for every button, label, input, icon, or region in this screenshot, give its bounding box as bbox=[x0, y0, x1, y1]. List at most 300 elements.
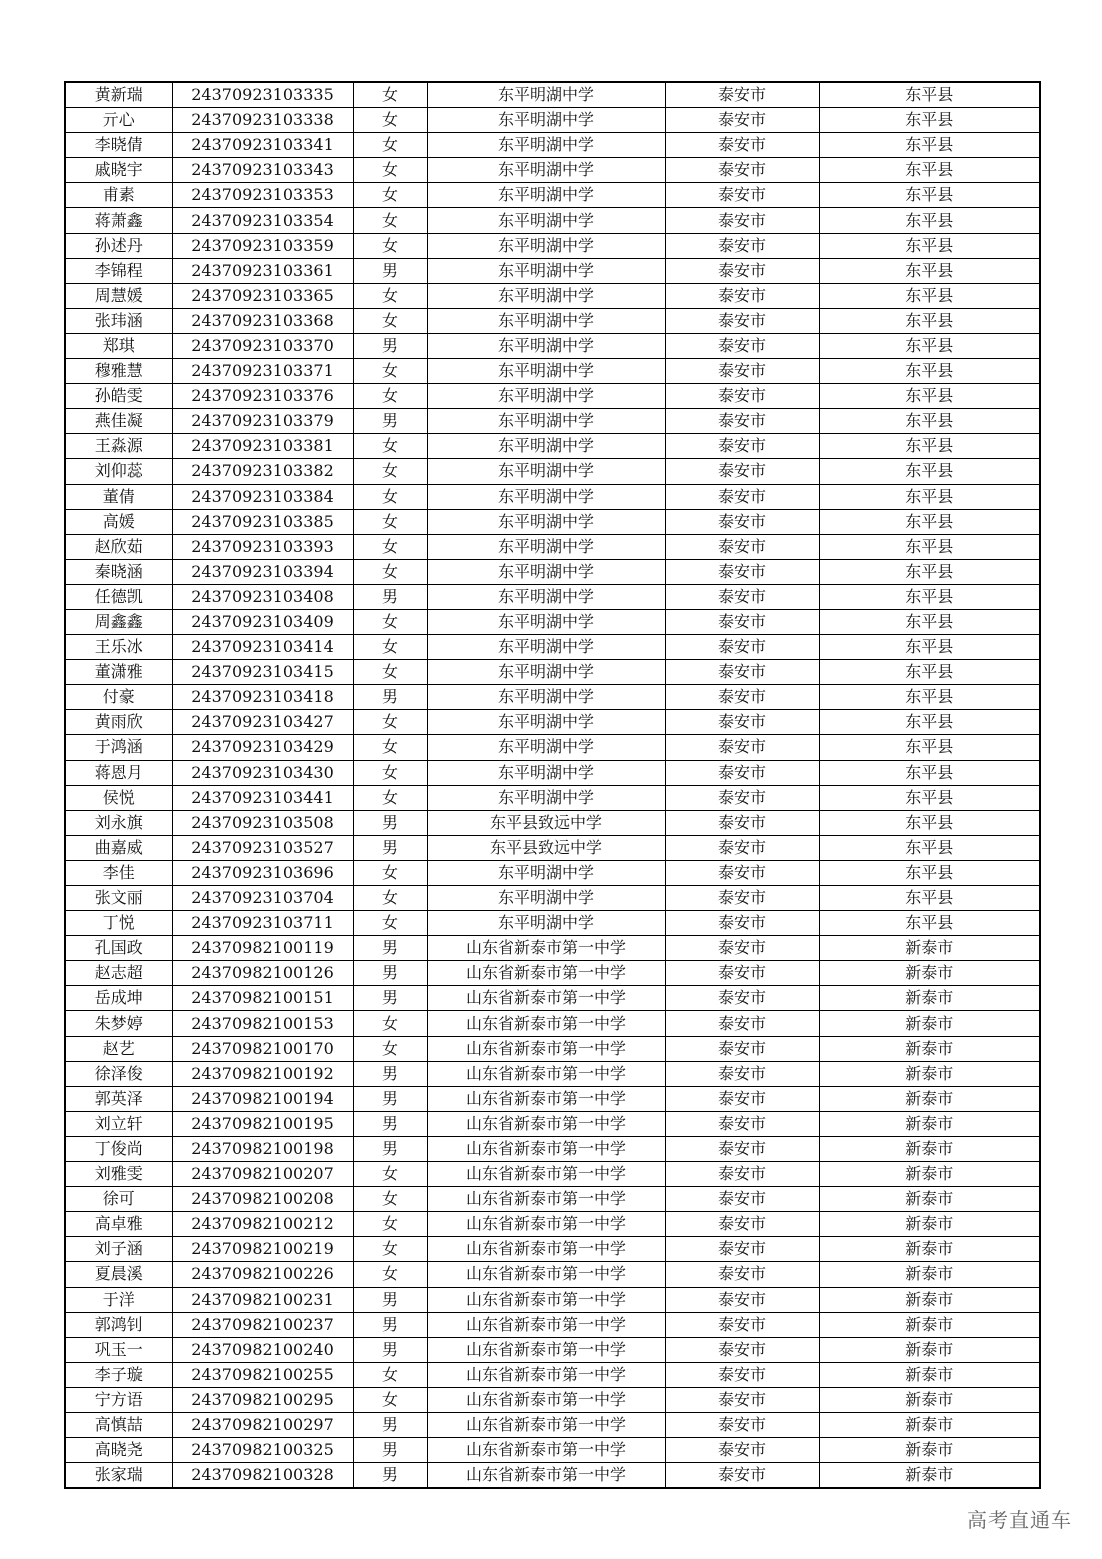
table-row bbox=[65, 785, 1040, 810]
county-cell: 东平县 bbox=[819, 785, 1040, 810]
table-row bbox=[65, 835, 1040, 860]
gender-cell: 女 bbox=[353, 609, 427, 634]
watermark-text: 高考直通车 bbox=[967, 1508, 1072, 1532]
name-cell: 刘雅雯 bbox=[65, 1162, 172, 1187]
gender-cell: 女 bbox=[353, 860, 427, 885]
exam-id-cell: 24370982100192 bbox=[172, 1061, 353, 1086]
table-row bbox=[65, 1061, 1040, 1086]
city-cell: 泰安市 bbox=[665, 82, 819, 108]
county-cell: 新泰市 bbox=[819, 936, 1040, 961]
county-cell: 东平县 bbox=[819, 534, 1040, 559]
exam-id-cell: 24370982100237 bbox=[172, 1312, 353, 1337]
exam-id-cell: 24370923103696 bbox=[172, 860, 353, 885]
name-cell: 岳成坤 bbox=[65, 986, 172, 1011]
gender-cell: 女 bbox=[353, 635, 427, 660]
exam-id-cell: 24370982100194 bbox=[172, 1086, 353, 1111]
city-cell: 泰安市 bbox=[665, 584, 819, 609]
name-cell: 徐可 bbox=[65, 1187, 172, 1212]
name-cell: 张文丽 bbox=[65, 886, 172, 911]
city-cell: 泰安市 bbox=[665, 484, 819, 509]
school-cell: 东平明湖中学 bbox=[427, 183, 665, 208]
exam-id-cell: 24370982100207 bbox=[172, 1162, 353, 1187]
table-row bbox=[65, 1312, 1040, 1337]
exam-id-cell: 24370982100170 bbox=[172, 1036, 353, 1061]
county-cell: 东平县 bbox=[819, 359, 1040, 384]
exam-id-cell: 24370923103335 bbox=[172, 82, 353, 108]
school-cell: 东平明湖中学 bbox=[427, 384, 665, 409]
county-cell: 东平县 bbox=[819, 82, 1040, 108]
table-row bbox=[65, 509, 1040, 534]
table-row bbox=[65, 409, 1040, 434]
county-cell: 东平县 bbox=[819, 484, 1040, 509]
gender-cell: 男 bbox=[353, 1438, 427, 1463]
county-cell: 东平县 bbox=[819, 559, 1040, 584]
name-cell: 王乐冰 bbox=[65, 635, 172, 660]
city-cell: 泰安市 bbox=[665, 1036, 819, 1061]
exam-id-cell: 24370982100240 bbox=[172, 1337, 353, 1362]
exam-id-cell: 24370923103394 bbox=[172, 559, 353, 584]
gender-cell: 女 bbox=[353, 1237, 427, 1262]
county-cell: 东平县 bbox=[819, 860, 1040, 885]
exam-id-cell: 24370923103429 bbox=[172, 735, 353, 760]
exam-id-cell: 24370982100151 bbox=[172, 986, 353, 1011]
county-cell: 东平县 bbox=[819, 308, 1040, 333]
school-cell: 东平明湖中学 bbox=[427, 559, 665, 584]
city-cell: 泰安市 bbox=[665, 133, 819, 158]
school-cell: 山东省新泰市第一中学 bbox=[427, 1136, 665, 1161]
exam-id-cell: 24370982100231 bbox=[172, 1287, 353, 1312]
gender-cell: 男 bbox=[353, 1111, 427, 1136]
exam-id-cell: 24370923103427 bbox=[172, 710, 353, 735]
county-cell: 新泰市 bbox=[819, 1086, 1040, 1111]
city-cell: 泰安市 bbox=[665, 961, 819, 986]
exam-id-cell: 24370923103343 bbox=[172, 158, 353, 183]
name-cell: 李佳 bbox=[65, 860, 172, 885]
table-row bbox=[65, 183, 1040, 208]
exam-id-cell: 24370982100219 bbox=[172, 1237, 353, 1262]
city-cell: 泰安市 bbox=[665, 1162, 819, 1187]
exam-id-cell: 24370923103341 bbox=[172, 133, 353, 158]
name-cell: 甫素 bbox=[65, 183, 172, 208]
name-cell: 蒋萧鑫 bbox=[65, 208, 172, 233]
school-cell: 东平明湖中学 bbox=[427, 509, 665, 534]
table-row bbox=[65, 1362, 1040, 1387]
city-cell: 泰安市 bbox=[665, 1011, 819, 1036]
gender-cell: 男 bbox=[353, 409, 427, 434]
exam-id-cell: 24370982100325 bbox=[172, 1438, 353, 1463]
table-row bbox=[65, 1387, 1040, 1412]
name-cell: 黄雨欣 bbox=[65, 710, 172, 735]
school-cell: 山东省新泰市第一中学 bbox=[427, 1212, 665, 1237]
county-cell: 东平县 bbox=[819, 333, 1040, 358]
table-row bbox=[65, 609, 1040, 634]
table-row bbox=[65, 158, 1040, 183]
table-row bbox=[65, 1287, 1040, 1312]
name-cell: 付豪 bbox=[65, 685, 172, 710]
school-cell: 东平明湖中学 bbox=[427, 685, 665, 710]
city-cell: 泰安市 bbox=[665, 735, 819, 760]
city-cell: 泰安市 bbox=[665, 785, 819, 810]
name-cell: 孔国政 bbox=[65, 936, 172, 961]
exam-id-cell: 24370923103365 bbox=[172, 283, 353, 308]
exam-id-cell: 24370982100198 bbox=[172, 1136, 353, 1161]
gender-cell: 男 bbox=[353, 810, 427, 835]
name-cell: 董倩 bbox=[65, 484, 172, 509]
county-cell: 新泰市 bbox=[819, 1111, 1040, 1136]
county-cell: 新泰市 bbox=[819, 1036, 1040, 1061]
name-cell: 于洋 bbox=[65, 1287, 172, 1312]
table-row bbox=[65, 459, 1040, 484]
school-cell: 东平明湖中学 bbox=[427, 710, 665, 735]
city-cell: 泰安市 bbox=[665, 308, 819, 333]
gender-cell: 女 bbox=[353, 1387, 427, 1412]
table-row bbox=[65, 82, 1040, 108]
table-row bbox=[65, 484, 1040, 509]
table-row bbox=[65, 860, 1040, 885]
name-cell: 侯悦 bbox=[65, 785, 172, 810]
exam-id-cell: 24370923103393 bbox=[172, 534, 353, 559]
exam-id-cell: 24370982100119 bbox=[172, 936, 353, 961]
table-row bbox=[65, 760, 1040, 785]
school-cell: 山东省新泰市第一中学 bbox=[427, 1387, 665, 1412]
gender-cell: 男 bbox=[353, 1136, 427, 1161]
school-cell: 东平明湖中学 bbox=[427, 886, 665, 911]
table-row bbox=[65, 911, 1040, 936]
table-row bbox=[65, 1463, 1040, 1489]
school-cell: 山东省新泰市第一中学 bbox=[427, 1187, 665, 1212]
exam-id-cell: 24370923103418 bbox=[172, 685, 353, 710]
gender-cell: 男 bbox=[353, 584, 427, 609]
city-cell: 泰安市 bbox=[665, 1237, 819, 1262]
table-row bbox=[65, 936, 1040, 961]
city-cell: 泰安市 bbox=[665, 1312, 819, 1337]
name-cell: 刘立轩 bbox=[65, 1111, 172, 1136]
table-row bbox=[65, 308, 1040, 333]
exam-id-cell: 24370923103371 bbox=[172, 359, 353, 384]
school-cell: 东平明湖中学 bbox=[427, 133, 665, 158]
school-cell: 山东省新泰市第一中学 bbox=[427, 1262, 665, 1287]
name-cell: 于鸿涵 bbox=[65, 735, 172, 760]
city-cell: 泰安市 bbox=[665, 860, 819, 885]
table-row bbox=[65, 208, 1040, 233]
gender-cell: 女 bbox=[353, 434, 427, 459]
name-cell: 秦晓涵 bbox=[65, 559, 172, 584]
name-cell: 孙述丹 bbox=[65, 233, 172, 258]
name-cell: 赵艺 bbox=[65, 1036, 172, 1061]
city-cell: 泰安市 bbox=[665, 1387, 819, 1412]
county-cell: 新泰市 bbox=[819, 1337, 1040, 1362]
city-cell: 泰安市 bbox=[665, 986, 819, 1011]
city-cell: 泰安市 bbox=[665, 835, 819, 860]
table-row bbox=[65, 1337, 1040, 1362]
gender-cell: 女 bbox=[353, 785, 427, 810]
school-cell: 山东省新泰市第一中学 bbox=[427, 1412, 665, 1437]
city-cell: 泰安市 bbox=[665, 1362, 819, 1387]
city-cell: 泰安市 bbox=[665, 1187, 819, 1212]
exam-id-cell: 24370982100126 bbox=[172, 961, 353, 986]
exam-id-cell: 24370923103414 bbox=[172, 635, 353, 660]
city-cell: 泰安市 bbox=[665, 384, 819, 409]
gender-cell: 女 bbox=[353, 384, 427, 409]
table-row bbox=[65, 810, 1040, 835]
county-cell: 东平县 bbox=[819, 108, 1040, 133]
gender-cell: 女 bbox=[353, 108, 427, 133]
exam-id-cell: 24370923103384 bbox=[172, 484, 353, 509]
name-cell: 郭鸿钊 bbox=[65, 1312, 172, 1337]
county-cell: 东平县 bbox=[819, 911, 1040, 936]
gender-cell: 男 bbox=[353, 835, 427, 860]
name-cell: 燕佳凝 bbox=[65, 409, 172, 434]
exam-id-cell: 24370923103368 bbox=[172, 308, 353, 333]
exam-id-cell: 24370923103379 bbox=[172, 409, 353, 434]
gender-cell: 男 bbox=[353, 1312, 427, 1337]
county-cell: 东平县 bbox=[819, 258, 1040, 283]
table-row bbox=[65, 1111, 1040, 1136]
exam-id-cell: 24370982100208 bbox=[172, 1187, 353, 1212]
gender-cell: 男 bbox=[353, 1412, 427, 1437]
school-cell: 山东省新泰市第一中学 bbox=[427, 1438, 665, 1463]
city-cell: 泰安市 bbox=[665, 1337, 819, 1362]
city-cell: 泰安市 bbox=[665, 760, 819, 785]
table-row bbox=[65, 534, 1040, 559]
county-cell: 东平县 bbox=[819, 409, 1040, 434]
county-cell: 东平县 bbox=[819, 760, 1040, 785]
table-row bbox=[65, 710, 1040, 735]
name-cell: 赵志超 bbox=[65, 961, 172, 986]
exam-id-cell: 24370982100255 bbox=[172, 1362, 353, 1387]
gender-cell: 女 bbox=[353, 283, 427, 308]
city-cell: 泰安市 bbox=[665, 1136, 819, 1161]
name-cell: 巩玉一 bbox=[65, 1337, 172, 1362]
gender-cell: 女 bbox=[353, 1036, 427, 1061]
school-cell: 东平明湖中学 bbox=[427, 484, 665, 509]
gender-cell: 女 bbox=[353, 208, 427, 233]
city-cell: 泰安市 bbox=[665, 886, 819, 911]
gender-cell: 女 bbox=[353, 1011, 427, 1036]
table-row bbox=[65, 635, 1040, 660]
name-cell: 朱梦婷 bbox=[65, 1011, 172, 1036]
city-cell: 泰安市 bbox=[665, 1061, 819, 1086]
city-cell: 泰安市 bbox=[665, 434, 819, 459]
exam-id-cell: 24370923103338 bbox=[172, 108, 353, 133]
county-cell: 东平县 bbox=[819, 509, 1040, 534]
gender-cell: 女 bbox=[353, 82, 427, 108]
school-cell: 山东省新泰市第一中学 bbox=[427, 1162, 665, 1187]
table-row bbox=[65, 1412, 1040, 1437]
city-cell: 泰安市 bbox=[665, 233, 819, 258]
exam-id-cell: 24370982100297 bbox=[172, 1412, 353, 1437]
city-cell: 泰安市 bbox=[665, 158, 819, 183]
exam-id-cell: 24370923103370 bbox=[172, 333, 353, 358]
city-cell: 泰安市 bbox=[665, 1412, 819, 1437]
exam-id-cell: 24370923103711 bbox=[172, 911, 353, 936]
school-cell: 东平明湖中学 bbox=[427, 911, 665, 936]
gender-cell: 女 bbox=[353, 484, 427, 509]
name-cell: 李锦程 bbox=[65, 258, 172, 283]
city-cell: 泰安市 bbox=[665, 1086, 819, 1111]
exam-id-cell: 24370982100295 bbox=[172, 1387, 353, 1412]
table-row bbox=[65, 258, 1040, 283]
name-cell: 徐泽俊 bbox=[65, 1061, 172, 1086]
name-cell: 丁悦 bbox=[65, 911, 172, 936]
city-cell: 泰安市 bbox=[665, 1111, 819, 1136]
school-cell: 东平明湖中学 bbox=[427, 283, 665, 308]
county-cell: 新泰市 bbox=[819, 1287, 1040, 1312]
county-cell: 东平县 bbox=[819, 434, 1040, 459]
gender-cell: 男 bbox=[353, 1086, 427, 1111]
county-cell: 东平县 bbox=[819, 660, 1040, 685]
table-row bbox=[65, 735, 1040, 760]
gender-cell: 女 bbox=[353, 359, 427, 384]
school-cell: 东平明湖中学 bbox=[427, 258, 665, 283]
city-cell: 泰安市 bbox=[665, 208, 819, 233]
name-cell: 李子璇 bbox=[65, 1362, 172, 1387]
school-cell: 山东省新泰市第一中学 bbox=[427, 1086, 665, 1111]
city-cell: 泰安市 bbox=[665, 509, 819, 534]
name-cell: 高卓雅 bbox=[65, 1212, 172, 1237]
name-cell: 黄新瑞 bbox=[65, 82, 172, 108]
gender-cell: 男 bbox=[353, 1287, 427, 1312]
school-cell: 东平明湖中学 bbox=[427, 660, 665, 685]
table-row bbox=[65, 283, 1040, 308]
table-row bbox=[65, 1237, 1040, 1262]
table-row bbox=[65, 1162, 1040, 1187]
county-cell: 新泰市 bbox=[819, 1061, 1040, 1086]
table-row bbox=[65, 660, 1040, 685]
school-cell: 山东省新泰市第一中学 bbox=[427, 961, 665, 986]
city-cell: 泰安市 bbox=[665, 108, 819, 133]
table-row bbox=[65, 1212, 1040, 1237]
city-cell: 泰安市 bbox=[665, 258, 819, 283]
name-cell: 张家瑞 bbox=[65, 1463, 172, 1489]
school-cell: 东平县致远中学 bbox=[427, 835, 665, 860]
name-cell: 穆雅慧 bbox=[65, 359, 172, 384]
gender-cell: 女 bbox=[353, 1362, 427, 1387]
name-cell: 丁俊尚 bbox=[65, 1136, 172, 1161]
exam-id-cell: 24370923103353 bbox=[172, 183, 353, 208]
gender-cell: 女 bbox=[353, 459, 427, 484]
exam-id-cell: 24370923103354 bbox=[172, 208, 353, 233]
name-cell: 高媛 bbox=[65, 509, 172, 534]
county-cell: 新泰市 bbox=[819, 1463, 1040, 1489]
gender-cell: 女 bbox=[353, 509, 427, 534]
county-cell: 东平县 bbox=[819, 835, 1040, 860]
gender-cell: 女 bbox=[353, 183, 427, 208]
table-row bbox=[65, 133, 1040, 158]
county-cell: 新泰市 bbox=[819, 1187, 1040, 1212]
city-cell: 泰安市 bbox=[665, 1463, 819, 1489]
county-cell: 新泰市 bbox=[819, 1212, 1040, 1237]
county-cell: 东平县 bbox=[819, 233, 1040, 258]
school-cell: 东平明湖中学 bbox=[427, 333, 665, 358]
table-row bbox=[65, 233, 1040, 258]
table-row bbox=[65, 584, 1040, 609]
table-row bbox=[65, 108, 1040, 133]
exam-id-cell: 24370982100153 bbox=[172, 1011, 353, 1036]
city-cell: 泰安市 bbox=[665, 359, 819, 384]
city-cell: 泰安市 bbox=[665, 333, 819, 358]
table-row bbox=[65, 559, 1040, 584]
name-cell: 张玮涵 bbox=[65, 308, 172, 333]
name-cell: 刘子涵 bbox=[65, 1237, 172, 1262]
exam-id-cell: 24370923103359 bbox=[172, 233, 353, 258]
name-cell: 刘永旗 bbox=[65, 810, 172, 835]
school-cell: 东平明湖中学 bbox=[427, 609, 665, 634]
table-row bbox=[65, 986, 1040, 1011]
school-cell: 东平明湖中学 bbox=[427, 359, 665, 384]
city-cell: 泰安市 bbox=[665, 609, 819, 634]
name-cell: 亓心 bbox=[65, 108, 172, 133]
school-cell: 山东省新泰市第一中学 bbox=[427, 1111, 665, 1136]
city-cell: 泰安市 bbox=[665, 283, 819, 308]
city-cell: 泰安市 bbox=[665, 936, 819, 961]
city-cell: 泰安市 bbox=[665, 1262, 819, 1287]
school-cell: 东平明湖中学 bbox=[427, 735, 665, 760]
county-cell: 东平县 bbox=[819, 283, 1040, 308]
county-cell: 新泰市 bbox=[819, 1362, 1040, 1387]
exam-id-cell: 24370923103441 bbox=[172, 785, 353, 810]
gender-cell: 男 bbox=[353, 333, 427, 358]
school-cell: 山东省新泰市第一中学 bbox=[427, 1011, 665, 1036]
exam-id-cell: 24370923103409 bbox=[172, 609, 353, 634]
city-cell: 泰安市 bbox=[665, 810, 819, 835]
gender-cell: 男 bbox=[353, 1061, 427, 1086]
county-cell: 新泰市 bbox=[819, 1237, 1040, 1262]
county-cell: 新泰市 bbox=[819, 961, 1040, 986]
county-cell: 新泰市 bbox=[819, 1312, 1040, 1337]
city-cell: 泰安市 bbox=[665, 1212, 819, 1237]
school-cell: 东平明湖中学 bbox=[427, 158, 665, 183]
school-cell: 东平明湖中学 bbox=[427, 409, 665, 434]
school-cell: 山东省新泰市第一中学 bbox=[427, 986, 665, 1011]
gender-cell: 男 bbox=[353, 685, 427, 710]
city-cell: 泰安市 bbox=[665, 635, 819, 660]
exam-id-cell: 24370923103376 bbox=[172, 384, 353, 409]
gender-cell: 女 bbox=[353, 886, 427, 911]
name-cell: 任德凯 bbox=[65, 584, 172, 609]
gender-cell: 女 bbox=[353, 1187, 427, 1212]
school-cell: 东平明湖中学 bbox=[427, 233, 665, 258]
school-cell: 东平明湖中学 bbox=[427, 434, 665, 459]
county-cell: 新泰市 bbox=[819, 1438, 1040, 1463]
city-cell: 泰安市 bbox=[665, 459, 819, 484]
gender-cell: 女 bbox=[353, 1212, 427, 1237]
gender-cell: 女 bbox=[353, 660, 427, 685]
name-cell: 宁方语 bbox=[65, 1387, 172, 1412]
county-cell: 新泰市 bbox=[819, 986, 1040, 1011]
name-cell: 李晓倩 bbox=[65, 133, 172, 158]
school-cell: 山东省新泰市第一中学 bbox=[427, 1362, 665, 1387]
table-body bbox=[65, 82, 1040, 1488]
table-row bbox=[65, 1187, 1040, 1212]
gender-cell: 男 bbox=[353, 1337, 427, 1362]
gender-cell: 女 bbox=[353, 133, 427, 158]
name-cell: 夏晨溪 bbox=[65, 1262, 172, 1287]
table-row bbox=[65, 685, 1040, 710]
school-cell: 山东省新泰市第一中学 bbox=[427, 936, 665, 961]
exam-id-cell: 24370923103527 bbox=[172, 835, 353, 860]
school-cell: 东平明湖中学 bbox=[427, 308, 665, 333]
table-row bbox=[65, 1262, 1040, 1287]
exam-id-cell: 24370923103385 bbox=[172, 509, 353, 534]
gender-cell: 男 bbox=[353, 986, 427, 1011]
gender-cell: 男 bbox=[353, 1463, 427, 1489]
name-cell: 曲嘉威 bbox=[65, 835, 172, 860]
county-cell: 东平县 bbox=[819, 710, 1040, 735]
gender-cell: 女 bbox=[353, 760, 427, 785]
exam-id-cell: 24370982100226 bbox=[172, 1262, 353, 1287]
name-cell: 周慧媛 bbox=[65, 283, 172, 308]
